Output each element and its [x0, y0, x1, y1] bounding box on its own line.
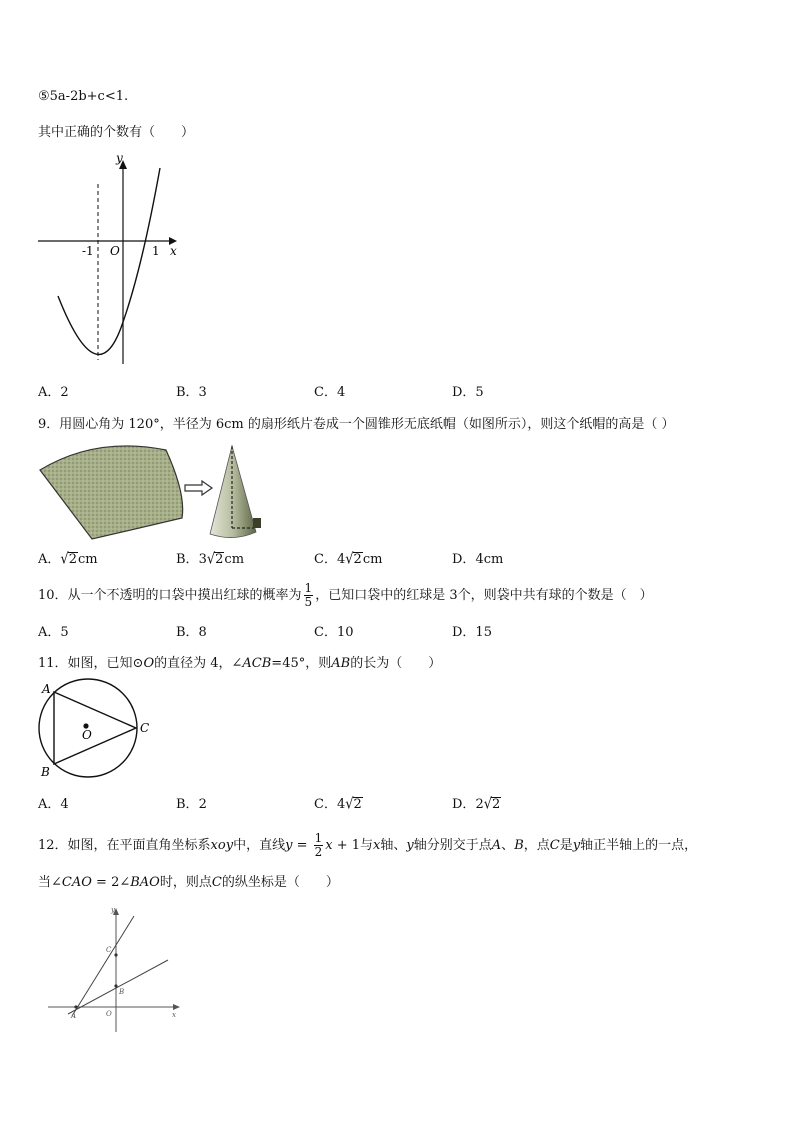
q9-cone-figure — [200, 442, 270, 542]
q9-text: 9．用圆心角为 120°，半径为 6cm 的扇形纸片卷成一个圆锥形无底纸帽（如图所示），则这个纸帽的高是（ ） — [38, 417, 675, 432]
q10-option-c: C．10 — [314, 625, 354, 640]
q12-label-o: O — [106, 1010, 112, 1018]
q12-coordinate-figure — [44, 902, 194, 1036]
q9-option-d: D．4cm — [452, 552, 504, 567]
q8-x-label: x — [170, 244, 177, 258]
q10-option-a: A．5 — [38, 625, 69, 640]
q10-fraction: $\frac{1}{5}$ — [304, 581, 313, 609]
q12-x-label: x — [172, 1011, 176, 1019]
q9-option-c: C．4√2cm — [314, 550, 383, 569]
q8-origin-label: O — [110, 244, 120, 258]
q10-text: 10．从一个不透明的口袋中摸出红球的概率为 $\frac{1}{5}$ ，已知口袋中的红球是 3个，则袋中共有球的个数是（ ） — [38, 581, 653, 609]
q8-option-d: D．5 — [452, 385, 484, 400]
q9-option-a: A．√2cm — [38, 550, 98, 569]
q11-circle-figure — [34, 678, 164, 782]
q8-option-a: A．2 — [38, 385, 69, 400]
q11-option-d: D．2√2 — [452, 795, 501, 814]
q11-label-c: C — [140, 721, 150, 735]
q11-option-b: B．2 — [176, 797, 207, 812]
q11-label-b: B — [41, 765, 50, 779]
q12-line2: 当∠CAO = 2∠BAO时，则点C的纵坐标是（ ） — [38, 875, 339, 890]
q8-item5: ⑤5a-2b+c<1. — [38, 89, 129, 104]
q8-y-label: y — [116, 151, 123, 165]
q12-y-label: y — [111, 906, 115, 914]
q10-option-b: B．8 — [176, 625, 207, 640]
q10-option-d: D．15 — [452, 625, 492, 640]
q8-option-c: C．4 — [314, 385, 346, 400]
q12-line1: 12．如图，在平面直角坐标系xoy中，直线y = $\frac{1}{2}$ x + 1与x轴、y轴分别交于点A、B，点C是y轴正半轴上的一点， — [38, 831, 698, 859]
q8-prompt: 其中正确的个数有（ ） — [38, 125, 195, 140]
q9-option-b: B．3√2cm — [176, 550, 245, 569]
q12-fraction: $\frac{1}{2}$ — [314, 831, 323, 859]
q11-option-a: A．4 — [38, 797, 69, 812]
q12-label-c: C — [106, 946, 112, 954]
q8-parabola-graph — [34, 148, 184, 368]
q11-text: 11．如图，已知⊙O的直径为 4，∠ACB=45°，则AB的长为（ ） — [38, 656, 442, 671]
q11-option-c: C．4√2 — [314, 795, 362, 814]
q9-sector-figure — [36, 442, 188, 542]
q8-option-b: B．3 — [176, 385, 207, 400]
q8-neg1-label: -1 — [82, 244, 94, 258]
q8-pos1-label: 1 — [152, 244, 160, 258]
q11-label-o: O — [82, 728, 92, 742]
q12-label-a: A — [71, 1012, 77, 1020]
q12-label-b: B — [119, 988, 125, 996]
q11-label-a: A — [42, 682, 51, 696]
